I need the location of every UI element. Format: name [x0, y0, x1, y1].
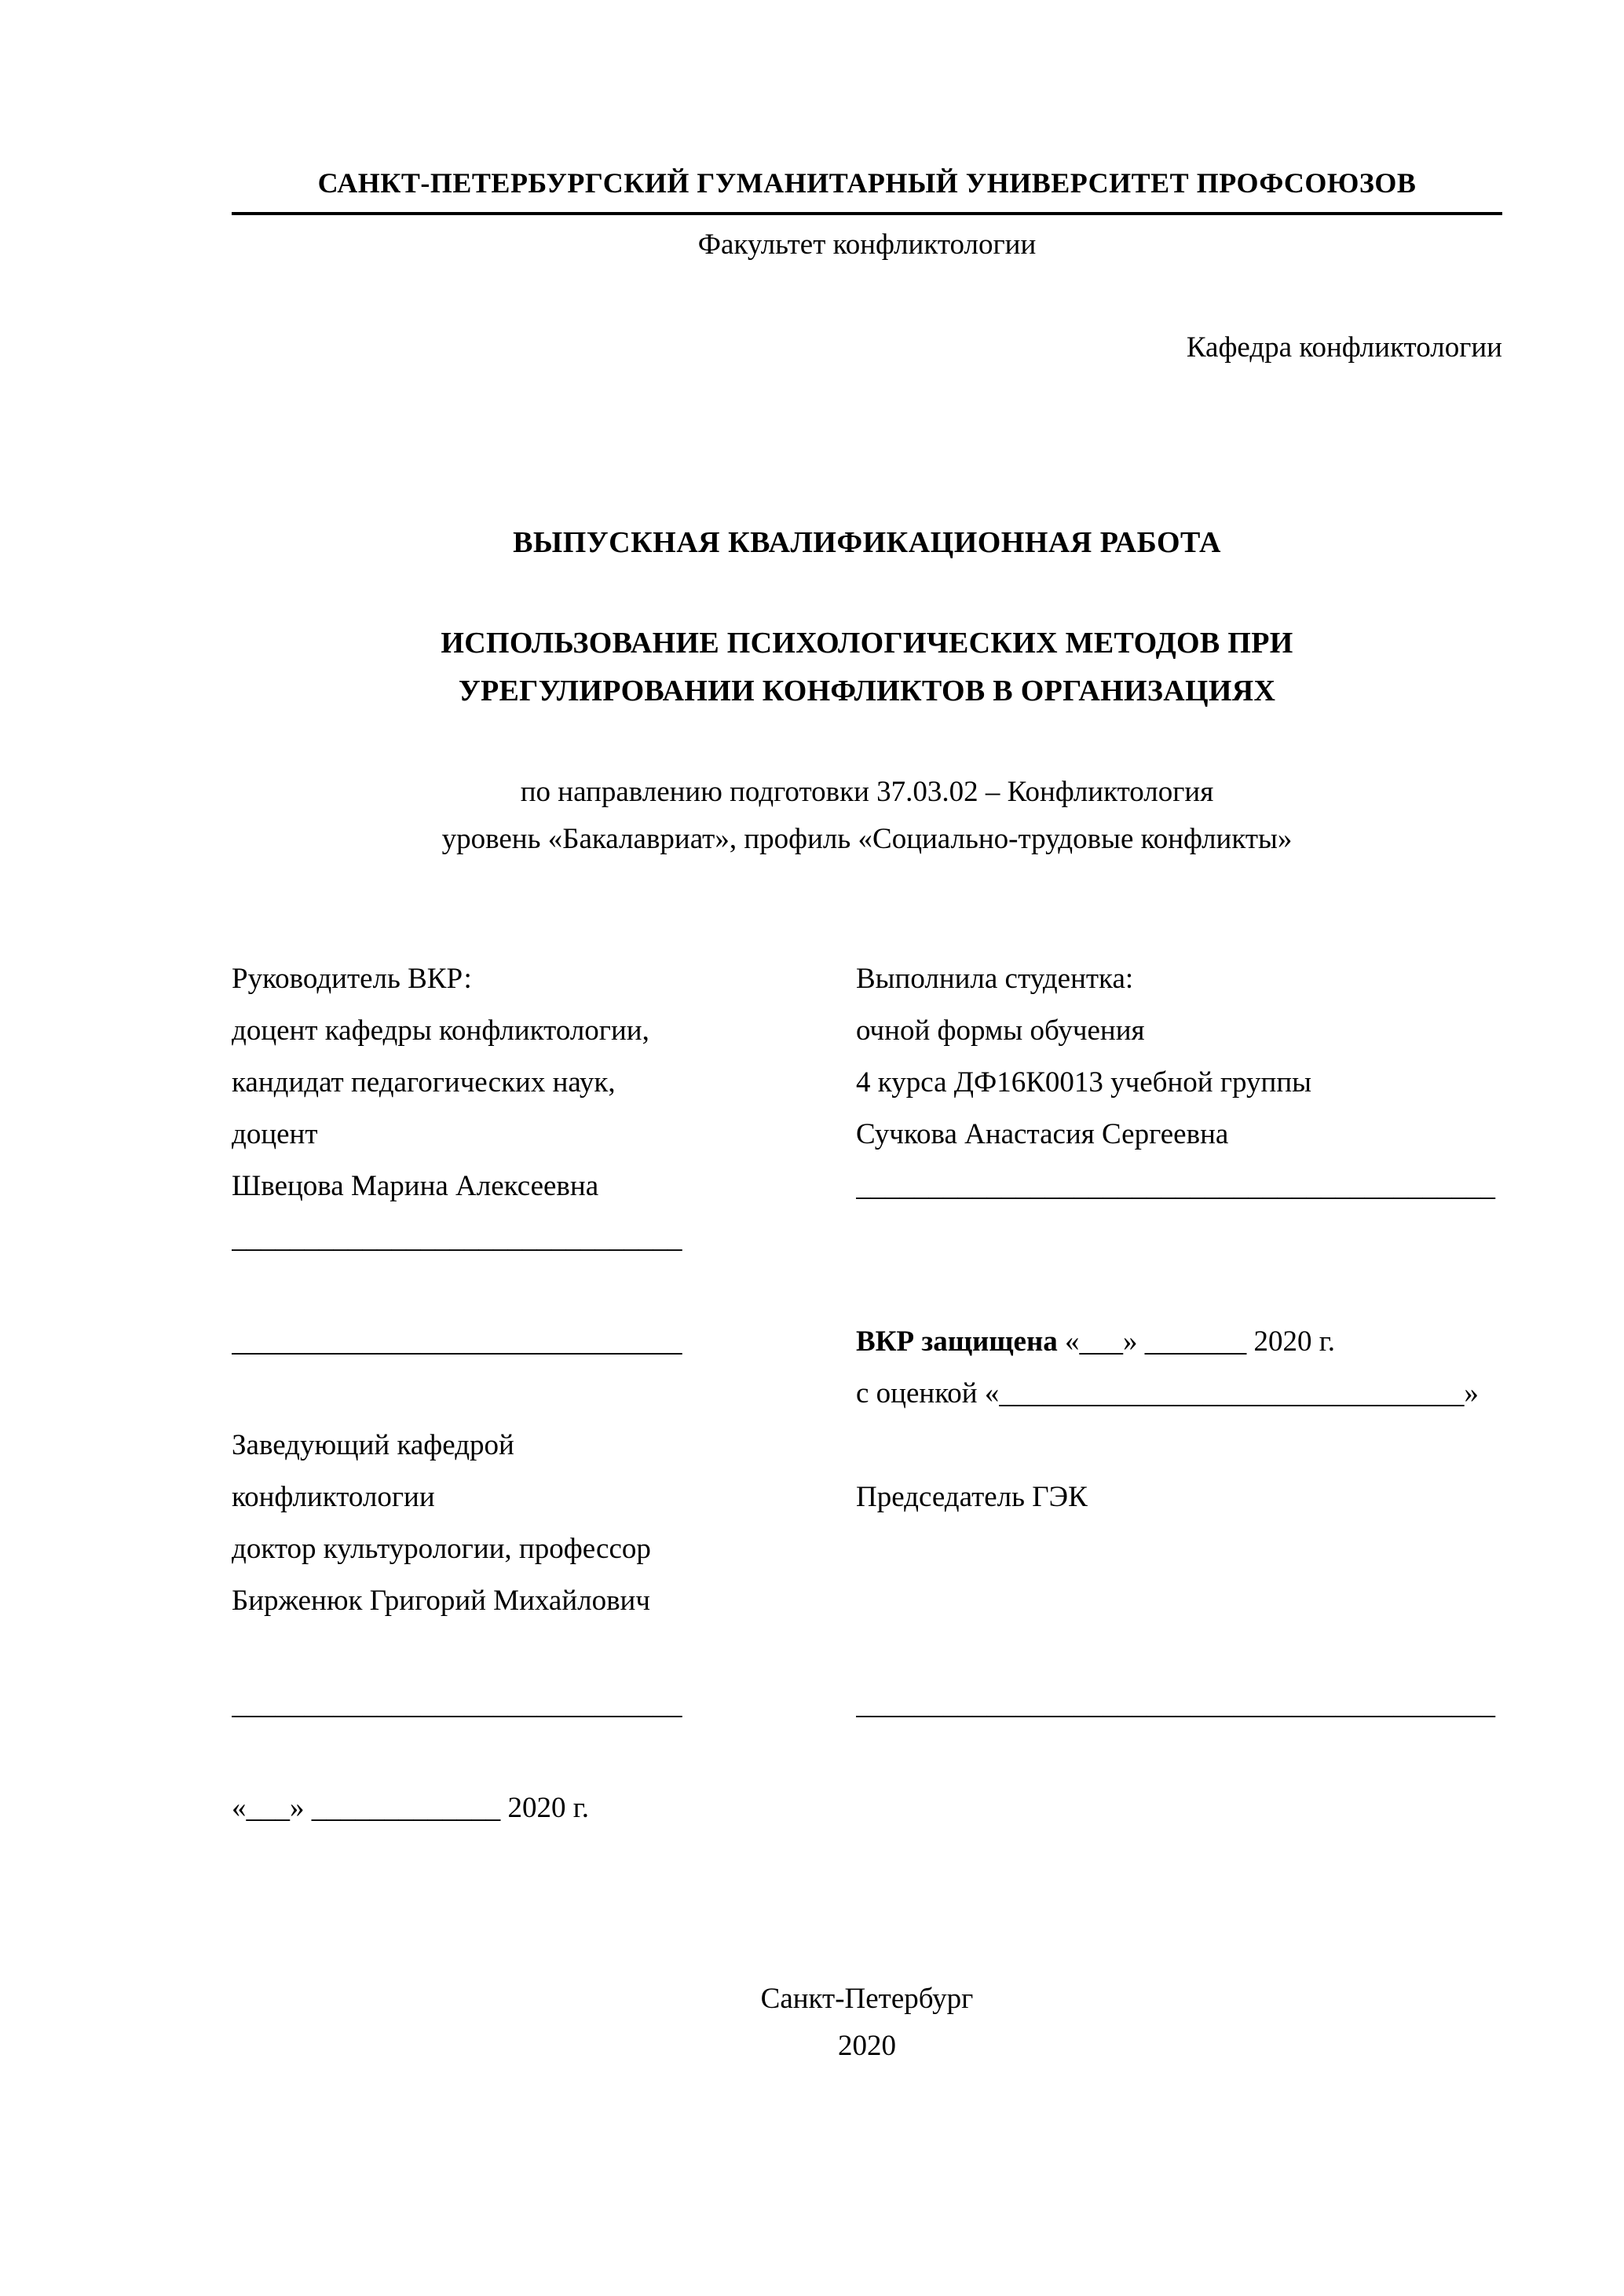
spacer: [856, 1523, 1502, 1575]
supervisor-signature-line: _______________________________: [232, 1222, 682, 1255]
footer-city: Санкт-Петербург: [760, 1983, 974, 2016]
thesis-title-line2: УРЕГУЛИРОВАНИИ КОНФЛИКТОВ В ОРГАНИЗАЦИЯХ: [458, 674, 1276, 707]
head-position: доктор культурологии, профессор: [232, 1533, 651, 1566]
supervisor-name: Швецова Марина Алексеевна: [232, 1170, 599, 1203]
university-name: САНКТ-ПЕТЕРБУРГСКИЙ ГУМАНИТАРНЫЙ УНИВЕРСИТЕТ ПРОФСОЮЗОВ: [232, 166, 1502, 215]
spacer: [856, 1782, 1502, 1834]
direction-info: [232, 769, 1502, 863]
spacer: [232, 1731, 856, 1782]
spacer: [856, 1264, 1502, 1316]
chairman-signature-line: ____________________________________________: [856, 1688, 1495, 1721]
spacer: [856, 1627, 1502, 1679]
student-signature-line: ____________________________________________: [856, 1170, 1495, 1203]
footer-year: 2020: [838, 2029, 896, 2062]
spacer: [232, 1368, 856, 1420]
direction-line2: уровень «Бакалавриат», профиль «Социально-трудовые конфликты»: [441, 822, 1293, 855]
spacer: [856, 1575, 1502, 1627]
spacer: [232, 1264, 856, 1316]
thesis-title: [232, 620, 1502, 715]
signature-columns: [232, 953, 1502, 1834]
student-name: Сучкова Анастасия Сергеевна: [856, 1118, 1229, 1151]
direction-line1: по направлению подготовки 37.03.02 – Конфликтология: [520, 775, 1214, 808]
spacer: [856, 1212, 1502, 1264]
spacer: [232, 1627, 856, 1679]
supervisor-position-1: доцент кафедры конфликтологии,: [232, 1015, 649, 1047]
student-label: Выполнила студентка:: [856, 963, 1134, 996]
defense-date-label: ВКР защищена: [856, 1325, 1058, 1358]
head-name: Бирженюк Григорий Михайлович: [232, 1585, 650, 1618]
defense-date-line: [856, 1316, 1502, 1368]
supervisor-position-2: кандидат педагогических наук,: [232, 1066, 616, 1099]
supervisor-signature-line-2: _______________________________: [232, 1325, 682, 1358]
head-label-1: Заведующий кафедрой: [232, 1429, 514, 1462]
head-signature-line: _______________________________: [232, 1688, 682, 1721]
work-type-heading: ВЫПУСКНАЯ КВАЛИФИКАЦИОННАЯ РАБОТА: [513, 526, 1221, 559]
chairman-label: Председатель ГЭК: [856, 1481, 1088, 1514]
footer: [232, 1976, 1502, 2068]
head-label-2: конфликтологии: [232, 1481, 435, 1514]
student-line-1: очной формы обучения: [856, 1015, 1145, 1047]
faculty-line: Факультет конфликтологии: [697, 229, 1037, 261]
department-line: Кафедра конфликтологии: [1186, 331, 1502, 364]
supervisor-label: Руководитель ВКР:: [232, 963, 472, 996]
defense-date-blank: «___» _______ 2020 г.: [1057, 1325, 1336, 1358]
thesis-title-line1: ИСПОЛЬЗОВАНИЕ ПСИХОЛОГИЧЕСКИХ МЕТОДОВ ПРИ: [441, 627, 1293, 660]
grade-line: с оценкой «________________________________»: [856, 1377, 1479, 1410]
student-line-2: 4 курса ДФ16К0013 учебной группы: [856, 1066, 1312, 1099]
spacer: [856, 1731, 1502, 1782]
supervisor-position-3: доцент: [232, 1118, 318, 1151]
approval-date-line: «___» _____________ 2020 г.: [232, 1792, 590, 1825]
spacer: [856, 1420, 1502, 1472]
